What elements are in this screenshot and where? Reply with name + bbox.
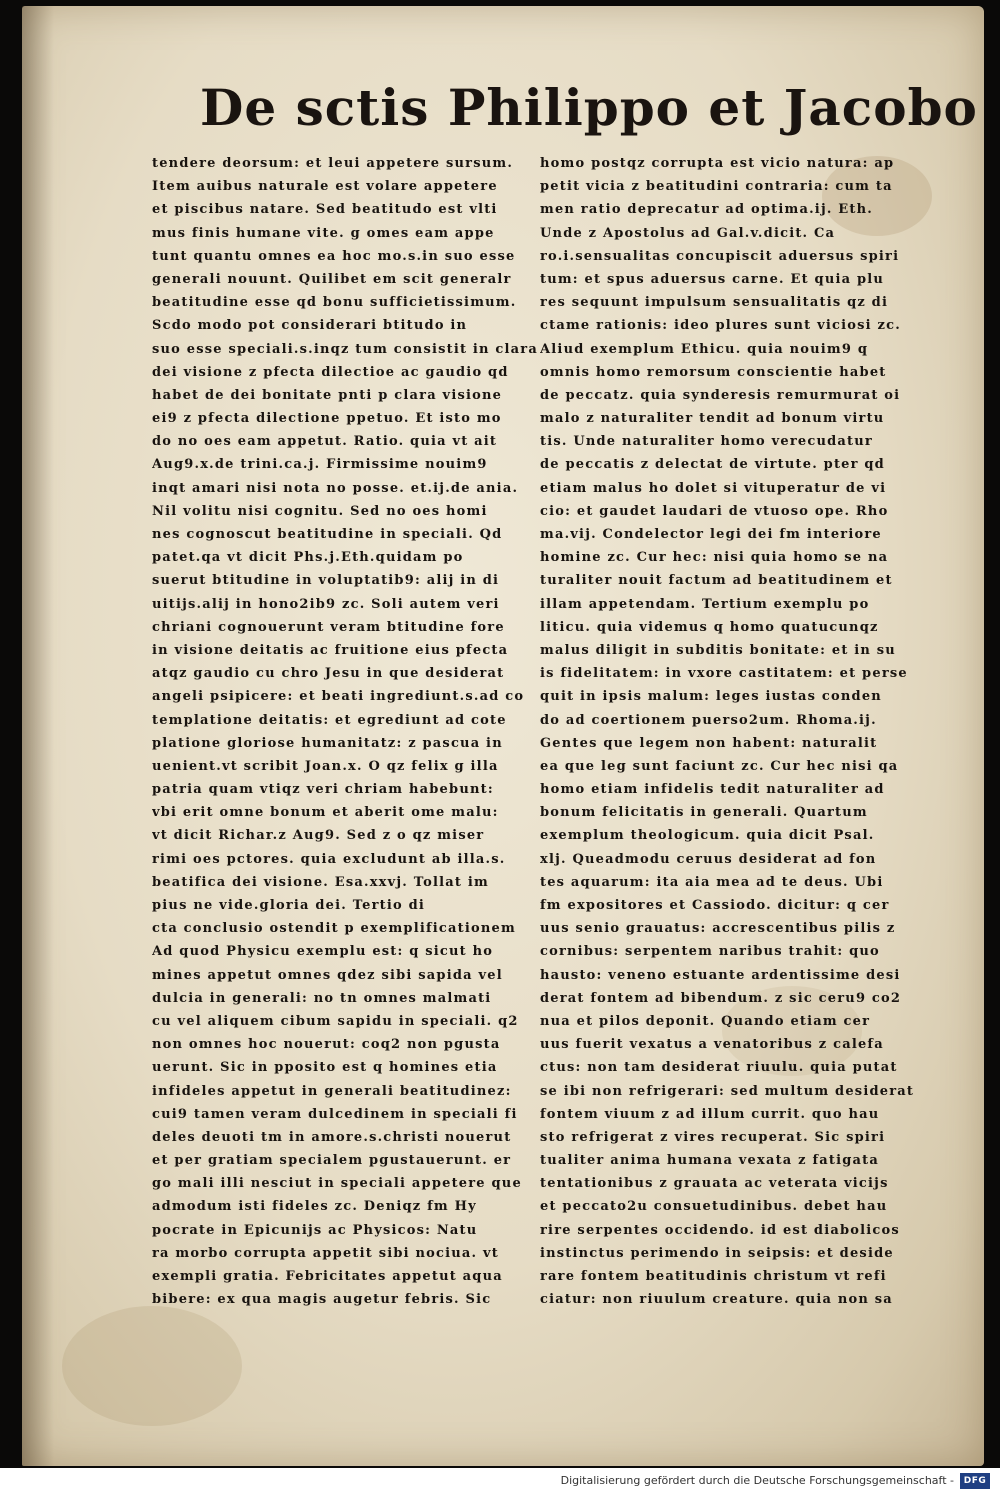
right-text-column xyxy=(540,152,926,1311)
text-line: is fidelitatem: in vxore castitatem: et perse xyxy=(540,666,908,682)
text-line: homine zc. Cur hec: nisi quia homo se na xyxy=(540,550,889,566)
text-line: admodum isti fideles zc. Deniqz fm Hy xyxy=(152,1199,477,1215)
text-line: ma.vij. Condelector legi dei fm interiore xyxy=(540,527,882,542)
text-line: dei visione z pfecta dilectioe ac gaudio qd xyxy=(152,364,509,380)
text-line: in visione deitatis ac fruitione eius pfecta xyxy=(152,642,509,658)
text-line: do no oes eam appetut. Ratio. quia vt ait xyxy=(152,434,498,450)
text-line: homo etiam infidelis tedit naturaliter ad xyxy=(540,782,885,798)
text-line: bonum felicitatis in generali. Quartum xyxy=(540,805,868,821)
text-line: instinctus perimendo in seipsis: et deside xyxy=(540,1245,894,1261)
text-line: Aliud exemplum Ethicu. quia nouim9 q xyxy=(540,341,869,357)
text-line: fm expositores et Cassiodo. dicitur: q cer xyxy=(540,898,890,913)
digitization-footer xyxy=(0,1468,1000,1494)
text-line: templatione deitatis: et egrediunt ad cote xyxy=(152,712,507,728)
text-line: fontem viuum z ad illum currit. quo hau xyxy=(540,1106,880,1122)
text-line: Aug9.x.de trini.ca.j. Firmissime nouim9 xyxy=(152,457,488,473)
text-line: bibere: ex qua magis augetur febris. Sic xyxy=(152,1292,492,1308)
text-line: pocrate in Epicunijs ac Physicos: Natu xyxy=(152,1222,478,1238)
text-line: dulcia in generali: no tn omnes malmati xyxy=(152,990,492,1006)
text-line: patet.qa vt dicit Phs.j.Eth.quidam po xyxy=(152,550,464,566)
text-line: pius ne vide.gloria dei. Tertio di xyxy=(152,898,426,913)
text-line: liticu. quia videmus q homo quatucunqz xyxy=(540,619,879,635)
text-line: Ad quod Physicu exemplu est: q sicut ho xyxy=(152,944,494,960)
text-line: tes aquarum: ita aia mea ad te deus. Ubi xyxy=(540,874,884,890)
text-line: Gentes que legem non habent: naturalit xyxy=(540,735,878,751)
text-line: mines appetut omnes qdez sibi sapida vel xyxy=(152,967,503,983)
text-line: generali nouunt. Quilibet em scit generalr xyxy=(152,271,512,287)
text-line: non omnes hoc nouerut: coq2 non pgusta xyxy=(152,1037,501,1053)
text-line: cui9 tamen veram dulcedinem in speciali fi xyxy=(152,1106,518,1122)
text-line: de peccatis z delectat de virtute. pter qd xyxy=(540,457,885,473)
text-line: nes cognoscut beatitudine in speciali. Qd xyxy=(152,527,503,542)
text-line: illam appetendam. Tertium exemplu po xyxy=(540,596,870,612)
text-line: suo esse speciali.s.inqz tum consistit in clara xyxy=(152,341,538,357)
text-line: res sequunt impulsum sensualitatis qz di xyxy=(540,295,889,311)
text-line: cu vel aliquem cibum sapidu in speciali. q2 xyxy=(152,1013,519,1029)
funding-credit: Digitalisierung gefördert durch die Deutsche Forschungsgemeinschaft - xyxy=(560,1474,954,1487)
text-line: exempli gratia. Febricitates appetut aqua xyxy=(152,1269,503,1284)
text-line: uenient.vt scribit Joan.x. O qz felix g illa xyxy=(152,758,499,774)
paper-stain xyxy=(62,1306,242,1426)
text-line: et per gratiam specialem pgustauerunt. er xyxy=(152,1153,512,1169)
text-line: et piscibus natare. Sed beatitudo est vlti xyxy=(152,202,498,218)
text-line: etiam malus ho dolet si vituperatur de vi xyxy=(540,480,887,496)
text-line: inqt amari nisi nota no posse. et.ij.de ania. xyxy=(152,480,519,496)
text-line: beatitudine esse qd bonu sufficietissimum. xyxy=(152,295,517,311)
text-line: tum: et spus aduersus carne. Et quia plu xyxy=(540,271,885,287)
text-line: rimi oes pctores. quia excludunt ab illa.s. xyxy=(152,851,506,867)
text-line: homo postqz corrupta est vicio natura: ap xyxy=(540,156,895,171)
text-line: ei9 z pfecta dilectione ppetuo. Et isto mo xyxy=(152,411,502,427)
text-line: ro.i.sensualitas concupiscit aduersus spiri xyxy=(540,248,900,264)
text-line: ctus: non tam desiderat riuulu. quia putat xyxy=(540,1060,898,1076)
text-line: patria quam vtiqz veri chriam habebunt: xyxy=(152,782,494,798)
text-line: sto refrigerat z vires recuperat. Sic spiri xyxy=(540,1129,886,1145)
text-line: exemplum theologicum. quia dicit Psal. xyxy=(540,828,875,844)
text-line: rare fontem beatitudinis christum vt refi xyxy=(540,1269,887,1284)
text-line: deles deuoti tm in amore.s.christi nouerut xyxy=(152,1129,512,1145)
text-line: atqz gaudio cu chro Jesu in que desiderat xyxy=(152,666,505,682)
text-line: tis. Unde naturaliter homo verecudatur xyxy=(540,434,873,450)
text-line: do ad coertionem puerso2um. Rhoma.ij. xyxy=(540,712,877,728)
text-line: tendere deorsum: et leui appetere sursum. xyxy=(152,156,514,171)
text-line: hausto: veneno estuante ardentissime desi xyxy=(540,967,901,983)
text-line: de peccatz. quia synderesis remurmurat oi xyxy=(540,387,901,403)
text-line: et peccato2u consuetudinibus. debet hau xyxy=(540,1199,888,1215)
text-line: derat fontem ad bibendum. z sic ceru9 co2 xyxy=(540,990,902,1006)
text-line: men ratio deprecatur ad optima.ij. Eth. xyxy=(540,202,873,218)
left-text-column xyxy=(152,152,538,1311)
text-line: xlj. Queadmodu ceruus desiderat ad fon xyxy=(540,851,877,867)
text-line: tunt quantu omnes ea hoc mo.s.in suo esse xyxy=(152,248,516,264)
text-line: vbi erit omne bonum et aberit ome malu: xyxy=(152,805,499,821)
text-line: platione gloriose humanitatz: z pascua in xyxy=(152,735,503,751)
dfg-logo: DFG xyxy=(960,1473,990,1489)
text-line: ra morbo corrupta appetit sibi nociua. vt xyxy=(152,1245,499,1261)
text-line: quit in ipsis malum: leges iustas conden xyxy=(540,689,882,705)
text-line: angeli psipicere: et beati ingrediunt.s.ad co xyxy=(152,689,525,705)
text-line: cornibus: serpentem naribus trahit: quo xyxy=(540,944,880,960)
text-line: ctame rationis: ideo plures sunt viciosi zc. xyxy=(540,318,901,334)
text-line: mus finis humane vite. g omes eam appe xyxy=(152,225,495,241)
text-line: nua et pilos deponit. Quando etiam cer xyxy=(540,1013,871,1029)
gutter-shadow xyxy=(22,6,54,1466)
text-line: turaliter nouit factum ad beatitudinem et xyxy=(540,573,893,589)
text-line: go mali illi nesciut in speciali appetere que xyxy=(152,1176,522,1192)
text-line: cta conclusio ostendit p exemplificationem xyxy=(152,921,516,937)
text-line: uus fuerit vexatus a venatoribus z calefa xyxy=(540,1037,884,1053)
text-line: habet de dei bonitate pnti p clara visione xyxy=(152,387,503,403)
text-line: Unde z Apostolus ad Gal.v.dicit. Ca xyxy=(540,225,836,241)
running-header: De sctis Philippo et Jacobo xyxy=(200,78,978,137)
text-line: ciatur: non riuulum creature. quia non sa xyxy=(540,1292,893,1308)
text-line: Scdo modo pot considerari btitudo in xyxy=(152,318,468,334)
text-line: vt dicit Richar.z Aug9. Sed z o qz miser xyxy=(152,828,485,844)
text-line: uus senio grauatus: accrescentibus pilis z xyxy=(540,921,896,937)
text-line: Item auibus naturale est volare appetere xyxy=(152,179,498,195)
text-line: uerunt. Sic in pposito est q homines etia xyxy=(152,1060,498,1076)
text-line: suerut btitudine in voluptatib9: alij in di xyxy=(152,573,500,589)
text-line: cio: et gaudet laudari de vtuoso ope. Rho xyxy=(540,503,889,519)
text-line: omnis homo remorsum conscientie habet xyxy=(540,364,887,380)
text-line: chriani cognouerunt veram btitudine fore xyxy=(152,619,505,635)
text-line: petit vicia z beatitudini contraria: cum ta xyxy=(540,179,893,195)
text-line: tualiter anima humana vexata z fatigata xyxy=(540,1153,879,1169)
text-line: Nil volitu nisi cognitu. Sed no oes homi xyxy=(152,503,488,519)
text-line: rire serpentes occidendo. id est diabolicos xyxy=(540,1222,900,1238)
text-line: uitijs.alij in hono2ib9 zc. Soli autem veri xyxy=(152,596,500,612)
text-line: malus diligit in subditis bonitate: et in su xyxy=(540,642,896,658)
text-line: infideles appetut in generali beatitudinez: xyxy=(152,1083,512,1099)
text-line: beatifica dei visione. Esa.xxvj. Tollat im xyxy=(152,874,489,890)
text-line: malo z naturaliter tendit ad bonum virtu xyxy=(540,411,885,427)
text-line: se ibi non refrigerari: sed multum desiderat xyxy=(540,1083,915,1099)
text-line: tentationibus z grauata ac veterata vicijs xyxy=(540,1176,889,1192)
text-line: ea que leg sunt faciunt zc. Cur hec nisi qa xyxy=(540,758,899,774)
